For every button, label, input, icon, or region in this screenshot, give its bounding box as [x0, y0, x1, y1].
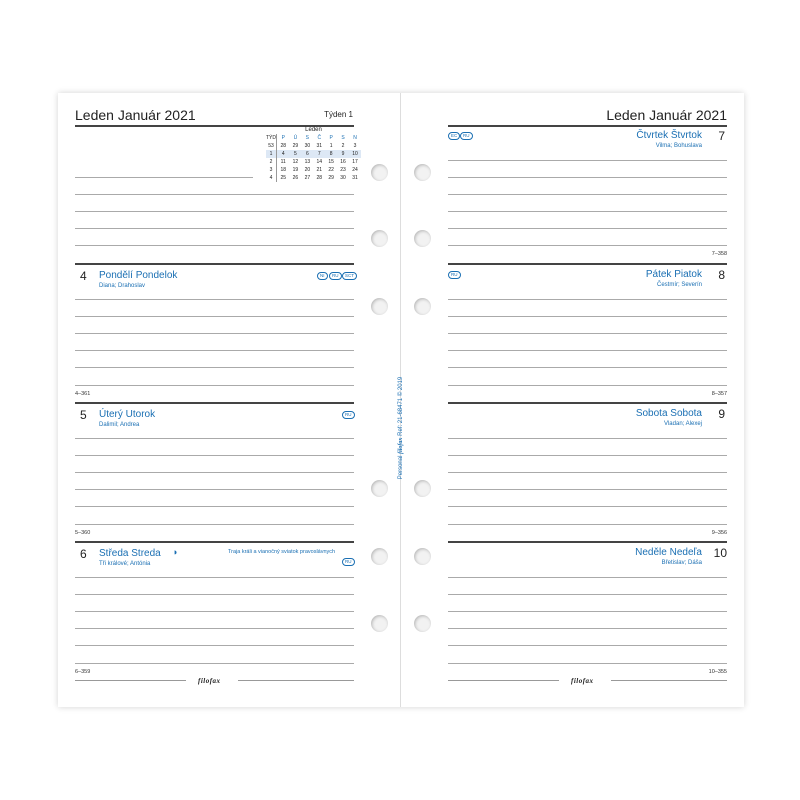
day-cell: 28	[280, 143, 287, 149]
note-line	[448, 611, 727, 612]
week-number: 2	[266, 158, 277, 166]
holiday-badge: RU	[460, 132, 473, 140]
note-line	[75, 663, 354, 664]
day-number: 9	[718, 407, 725, 421]
note-line	[448, 367, 727, 368]
note-line	[75, 211, 354, 212]
day-cell: 19	[292, 167, 299, 173]
filofax-logo: filofax	[571, 677, 594, 685]
header-cell: N	[353, 135, 357, 141]
header-cell: S	[341, 135, 345, 141]
day-cell: 20	[304, 167, 311, 173]
note-line	[448, 385, 727, 386]
day-of-year: 6–359	[75, 669, 91, 675]
note-line	[75, 299, 354, 300]
note-line	[75, 177, 253, 178]
day-cell: 11	[280, 159, 286, 165]
day-cell: 24	[352, 167, 358, 173]
page-title: Leden Január 2021	[606, 107, 727, 123]
note-line	[448, 628, 727, 629]
day-of-year: 5–360	[75, 530, 91, 536]
note-line	[448, 299, 727, 300]
day-cell: 12	[292, 159, 299, 165]
name-days: Čestmír; Severín	[656, 282, 702, 288]
note-line	[75, 594, 354, 595]
footer-rule	[75, 680, 186, 681]
day-cell: 3	[353, 143, 357, 149]
holiday-badge: RU	[342, 558, 355, 566]
week-number: 1	[266, 150, 277, 158]
day-cell: 31	[316, 143, 323, 149]
day-cell: 2	[341, 143, 345, 149]
ring-hole	[371, 230, 388, 247]
day-of-year: 8–357	[711, 391, 727, 397]
note-line	[448, 211, 727, 212]
header-cell: S	[305, 135, 310, 141]
day-cell: 25	[280, 175, 287, 181]
note-line	[448, 663, 727, 664]
holiday-note: Traja králi a vianočný sviatok pravoslávnych	[228, 549, 336, 555]
ring-hole	[371, 298, 388, 315]
note-line	[448, 333, 727, 334]
day-rule	[75, 402, 354, 404]
header-cell: P	[329, 135, 333, 141]
footer-rule	[238, 680, 354, 681]
day-cell: 10	[349, 150, 361, 158]
day-cell: 30	[340, 175, 346, 181]
day-of-year: 7–358	[711, 251, 727, 257]
diary-spread	[58, 93, 744, 707]
note-line	[75, 367, 354, 368]
note-line	[448, 160, 727, 161]
day-of-year: 9–356	[711, 530, 727, 536]
day-cell: 1	[329, 143, 333, 149]
day-cell: 15	[328, 159, 334, 165]
day-cell: 27	[304, 175, 311, 181]
note-line	[448, 524, 727, 525]
name-days: Diana; Drahoslav	[99, 283, 146, 289]
day-cell: 21	[316, 167, 323, 173]
day-number: 4	[80, 269, 87, 283]
day-name: Pondělí Pondelok	[99, 270, 178, 281]
holiday-badge: NI	[317, 272, 328, 280]
mini-calendar-row-current	[266, 150, 361, 158]
day-name: Úterý Utorok	[99, 409, 156, 420]
mini-calendar-header	[266, 134, 361, 142]
mini-calendar	[266, 127, 361, 182]
page-title: Leden Január 2021	[75, 107, 196, 123]
right-page	[401, 93, 744, 707]
ring-hole	[371, 548, 388, 565]
spine-brand: filofax	[398, 437, 404, 454]
ring-hole	[371, 480, 388, 497]
note-line	[448, 228, 727, 229]
day-rule	[448, 541, 727, 543]
day-cell: 9	[337, 150, 349, 158]
mini-calendar-row	[266, 142, 361, 150]
day-name: Čtvrtek Štvrtok	[636, 130, 702, 141]
day-cell: 8	[325, 150, 337, 158]
note-line	[75, 628, 354, 629]
day-number: 8	[718, 268, 725, 282]
day-cell: 14	[316, 159, 323, 165]
mini-calendar-row	[266, 158, 361, 166]
note-line	[448, 506, 727, 507]
day-cell: 26	[292, 175, 299, 181]
note-line	[448, 177, 727, 178]
note-line	[75, 611, 354, 612]
week-label: Týden 1	[324, 110, 353, 119]
day-rule	[448, 402, 727, 404]
mini-calendar-title: Leden	[305, 127, 322, 133]
note-line	[75, 385, 354, 386]
day-rule	[75, 263, 354, 265]
day-name: Středa Streda	[99, 548, 161, 559]
moon-phase-icon: ◑	[172, 547, 178, 557]
day-cell: 28	[316, 175, 323, 181]
note-line	[448, 245, 727, 246]
copyright: © 2019	[398, 376, 404, 397]
note-line	[75, 472, 354, 473]
note-line	[75, 316, 354, 317]
day-number: 10	[713, 546, 727, 560]
header-rule	[448, 125, 727, 127]
day-of-year: 10–355	[708, 669, 727, 675]
note-line	[75, 577, 354, 578]
day-cell: 5	[289, 150, 301, 158]
day-cell: 23	[340, 167, 346, 173]
ring-hole	[371, 615, 388, 632]
mini-calendar-row	[266, 166, 361, 174]
day-cell: 17	[352, 159, 358, 165]
note-line	[448, 472, 727, 473]
week-number: 4	[266, 174, 277, 182]
header-cell: TÝD	[266, 135, 276, 141]
note-line	[448, 489, 727, 490]
day-cell: 22	[328, 167, 334, 173]
day-name: Sobota Sobota	[635, 408, 702, 419]
note-line	[448, 350, 727, 351]
note-line	[75, 506, 354, 507]
day-cell: 31	[352, 175, 358, 181]
filofax-logo: filofax	[198, 677, 221, 685]
note-line	[75, 438, 354, 439]
header-cell: Ú	[293, 135, 298, 141]
size-label: Personal	[398, 455, 404, 480]
day-cell: 16	[340, 159, 346, 165]
holiday-badge: SCT	[342, 272, 357, 280]
name-days: Tři králové; Antónia	[99, 561, 151, 567]
note-line	[75, 245, 354, 246]
day-cell: 30	[304, 143, 311, 149]
day-cell: 18	[280, 167, 287, 173]
name-days: Břetislav; Dáša	[661, 560, 702, 566]
note-line	[448, 316, 727, 317]
footer-rule	[448, 680, 559, 681]
note-line	[448, 577, 727, 578]
note-line	[75, 333, 354, 334]
name-days: Dalimil; Andrea	[99, 422, 140, 428]
left-page	[58, 93, 401, 707]
note-line	[75, 524, 354, 525]
note-line	[448, 594, 727, 595]
day-of-year: 4–361	[75, 391, 91, 397]
day-cell: 4	[277, 150, 290, 158]
mini-calendar-row	[266, 174, 361, 182]
day-cell: 7	[313, 150, 325, 158]
note-line	[448, 455, 727, 456]
header-cell: P	[281, 135, 285, 141]
note-line	[75, 350, 354, 351]
note-line	[448, 645, 727, 646]
day-cell: 29	[328, 175, 334, 181]
name-days: Vladan; Alexej	[663, 421, 702, 427]
holiday-badge: EC	[448, 132, 460, 140]
day-cell: 13	[304, 159, 311, 165]
header-cell: Č	[317, 135, 322, 141]
note-line	[75, 194, 354, 195]
name-days: Vilma; Bohuslava	[655, 143, 702, 149]
week-number: 3	[266, 166, 277, 174]
note-line	[75, 228, 354, 229]
note-line	[75, 489, 354, 490]
day-number: 7	[718, 129, 725, 143]
note-line	[75, 645, 354, 646]
day-number: 6	[80, 547, 87, 561]
note-line	[448, 438, 727, 439]
week-number: 53	[266, 142, 277, 150]
day-name: Pátek Piatok	[645, 269, 702, 280]
holiday-badge: RU	[329, 272, 342, 280]
holiday-badge: RU	[448, 271, 461, 279]
day-number: 5	[80, 408, 87, 422]
ref-number: Ref: 21-68471	[398, 397, 404, 436]
holiday-badge: RU	[342, 411, 355, 419]
note-line	[448, 194, 727, 195]
footer-rule	[611, 680, 727, 681]
day-rule	[75, 541, 354, 543]
day-name: Neděle Nedeľa	[635, 547, 702, 558]
ring-hole	[371, 164, 388, 181]
day-cell: 29	[292, 143, 299, 149]
day-rule	[448, 263, 727, 265]
day-cell: 6	[301, 150, 313, 158]
note-line	[75, 455, 354, 456]
